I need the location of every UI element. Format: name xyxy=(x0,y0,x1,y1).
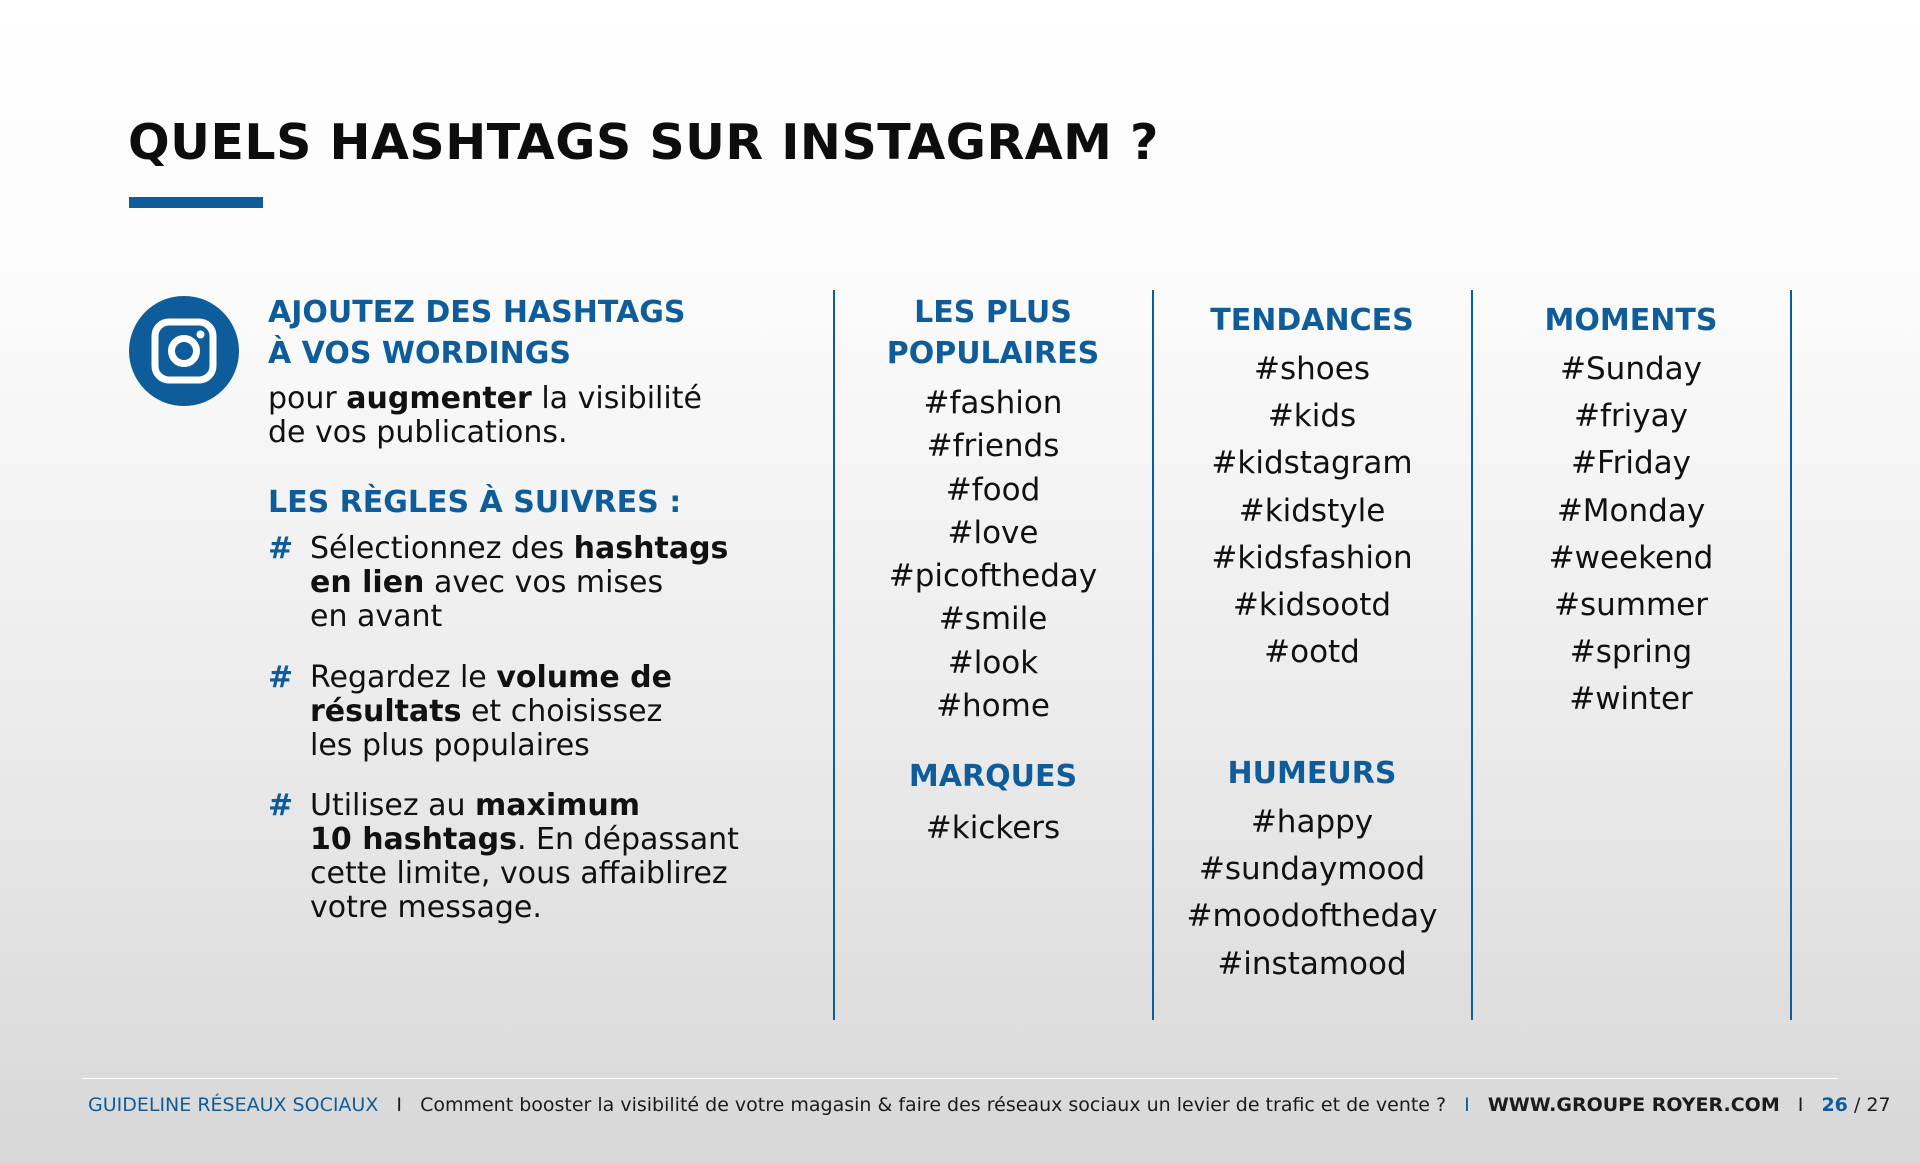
hashtag-item: #instamood xyxy=(1217,945,1407,982)
hashtag-item: #food xyxy=(945,471,1041,508)
hashtag-item: #kids xyxy=(1267,398,1357,435)
hashtag-item: #Sunday xyxy=(1560,351,1702,387)
marques-list xyxy=(863,806,1123,850)
intro-body-text: pour xyxy=(268,381,347,416)
footer-separator: I xyxy=(1797,1094,1804,1116)
populaires-heading: LES PLUS POPULAIRES xyxy=(886,295,1100,371)
hashtag-item: #love xyxy=(947,514,1039,551)
hashtag-item: #summer xyxy=(1554,587,1708,624)
column-tendances xyxy=(1182,300,1442,676)
footer-separator: I xyxy=(396,1094,403,1116)
intro-heading-line2: À VOS WORDINGS xyxy=(268,336,572,371)
hashtag-item: #kidsootd xyxy=(1232,587,1392,624)
hashtag-item: #moodoftheday xyxy=(1186,898,1438,935)
column-divider xyxy=(833,290,835,1020)
instagram-glyph xyxy=(150,317,218,385)
moments-heading: MOMENTS xyxy=(1544,303,1718,338)
rule-text-1: Sélectionnez des hashtags en lien avec vos mises en avant xyxy=(310,531,729,634)
column-moments xyxy=(1501,300,1761,724)
page-title: QUELS HASHTAGS SUR INSTAGRAM ? xyxy=(128,114,1159,171)
tendances-list xyxy=(1182,346,1442,676)
hashtag-item: #fashion xyxy=(923,385,1063,421)
hashtag-item: #kidsfashion xyxy=(1211,539,1413,576)
column-divider xyxy=(1790,290,1792,1020)
column-divider xyxy=(1152,290,1154,1020)
rules-heading: LES RÈGLES À SUIVRES : xyxy=(268,485,682,520)
hashtag-item: #friends xyxy=(926,428,1060,465)
footer-guideline: GUIDELINE RÉSEAUX SOCIAUX xyxy=(88,1094,379,1116)
footer-page-current: 26 xyxy=(1821,1094,1848,1116)
hashtag-item: #sundaymood xyxy=(1198,851,1426,888)
hashtag-item: #kidstyle xyxy=(1238,492,1386,529)
intro-body xyxy=(268,382,702,450)
tendances-heading: TENDANCES xyxy=(1210,303,1414,338)
footer-page-total: 27 xyxy=(1866,1094,1891,1116)
hashtag-item: #winter xyxy=(1569,681,1693,718)
footer-divider xyxy=(82,1078,1838,1079)
hashtag-item: #ootd xyxy=(1264,634,1360,671)
hashtag-bullet-icon: # xyxy=(268,788,294,823)
column-populaires xyxy=(863,292,1123,728)
hashtag-item: #picoftheday xyxy=(888,558,1098,595)
intro-body-bold: augmenter xyxy=(346,381,532,416)
intro-heading xyxy=(268,292,685,374)
intro-heading-line1: AJOUTEZ DES HASHTAGS xyxy=(268,295,686,330)
footer-subtitle: Comment booster la visibilité de votre magasin & faire des réseaux sociaux un levier de trafic et de vente ? xyxy=(420,1094,1447,1116)
humeurs-list xyxy=(1182,799,1442,988)
footer-separator: I xyxy=(1464,1094,1470,1116)
hashtag-item: #Friday xyxy=(1571,445,1691,482)
column-divider xyxy=(1471,290,1473,1020)
populaires-list xyxy=(863,382,1123,728)
rule-item-3 xyxy=(268,789,768,925)
moments-list xyxy=(1501,346,1761,724)
hashtag-item: #smile xyxy=(938,601,1048,638)
rule-text-3: Utilisez au maximum 10 hashtags. En dépassant cette limite, vous affaiblirez votre message. xyxy=(310,788,739,925)
intro-body-line2: de vos publications. xyxy=(268,415,568,450)
hashtag-item: #look xyxy=(947,644,1039,681)
hashtag-item: #weekend xyxy=(1548,539,1714,576)
rule-text-2: Regardez le volume de résultats et choisissez les plus populaires xyxy=(310,660,672,763)
hashtag-item: #home xyxy=(936,688,1050,725)
footer-website: WWW.GROUPE ROYER.COM xyxy=(1487,1094,1780,1116)
hashtag-item: #happy xyxy=(1250,804,1374,840)
column-marques xyxy=(863,756,1123,850)
hashtag-item: #spring xyxy=(1569,634,1693,671)
hashtag-item: #kidstagram xyxy=(1211,445,1413,482)
hashtag-item: #kickers xyxy=(925,810,1061,846)
title-underline xyxy=(129,197,263,208)
hashtag-item: #Monday xyxy=(1556,492,1706,529)
intro-body-text: la visibilité xyxy=(531,381,702,416)
instagram-icon xyxy=(129,296,239,406)
hashtag-bullet-icon: # xyxy=(268,531,294,566)
column-humeurs xyxy=(1182,753,1442,988)
hashtag-item: #shoes xyxy=(1254,351,1370,387)
humeurs-heading: HUMEURS xyxy=(1227,756,1397,791)
footer-page-sep: / xyxy=(1853,1094,1861,1116)
hashtag-bullet-icon: # xyxy=(268,660,294,695)
marques-heading: MARQUES xyxy=(908,759,1078,794)
rule-item-1 xyxy=(268,532,768,634)
footer xyxy=(88,1094,1891,1116)
rule-item-2 xyxy=(268,661,768,763)
hashtag-item: #friyay xyxy=(1574,398,1688,435)
